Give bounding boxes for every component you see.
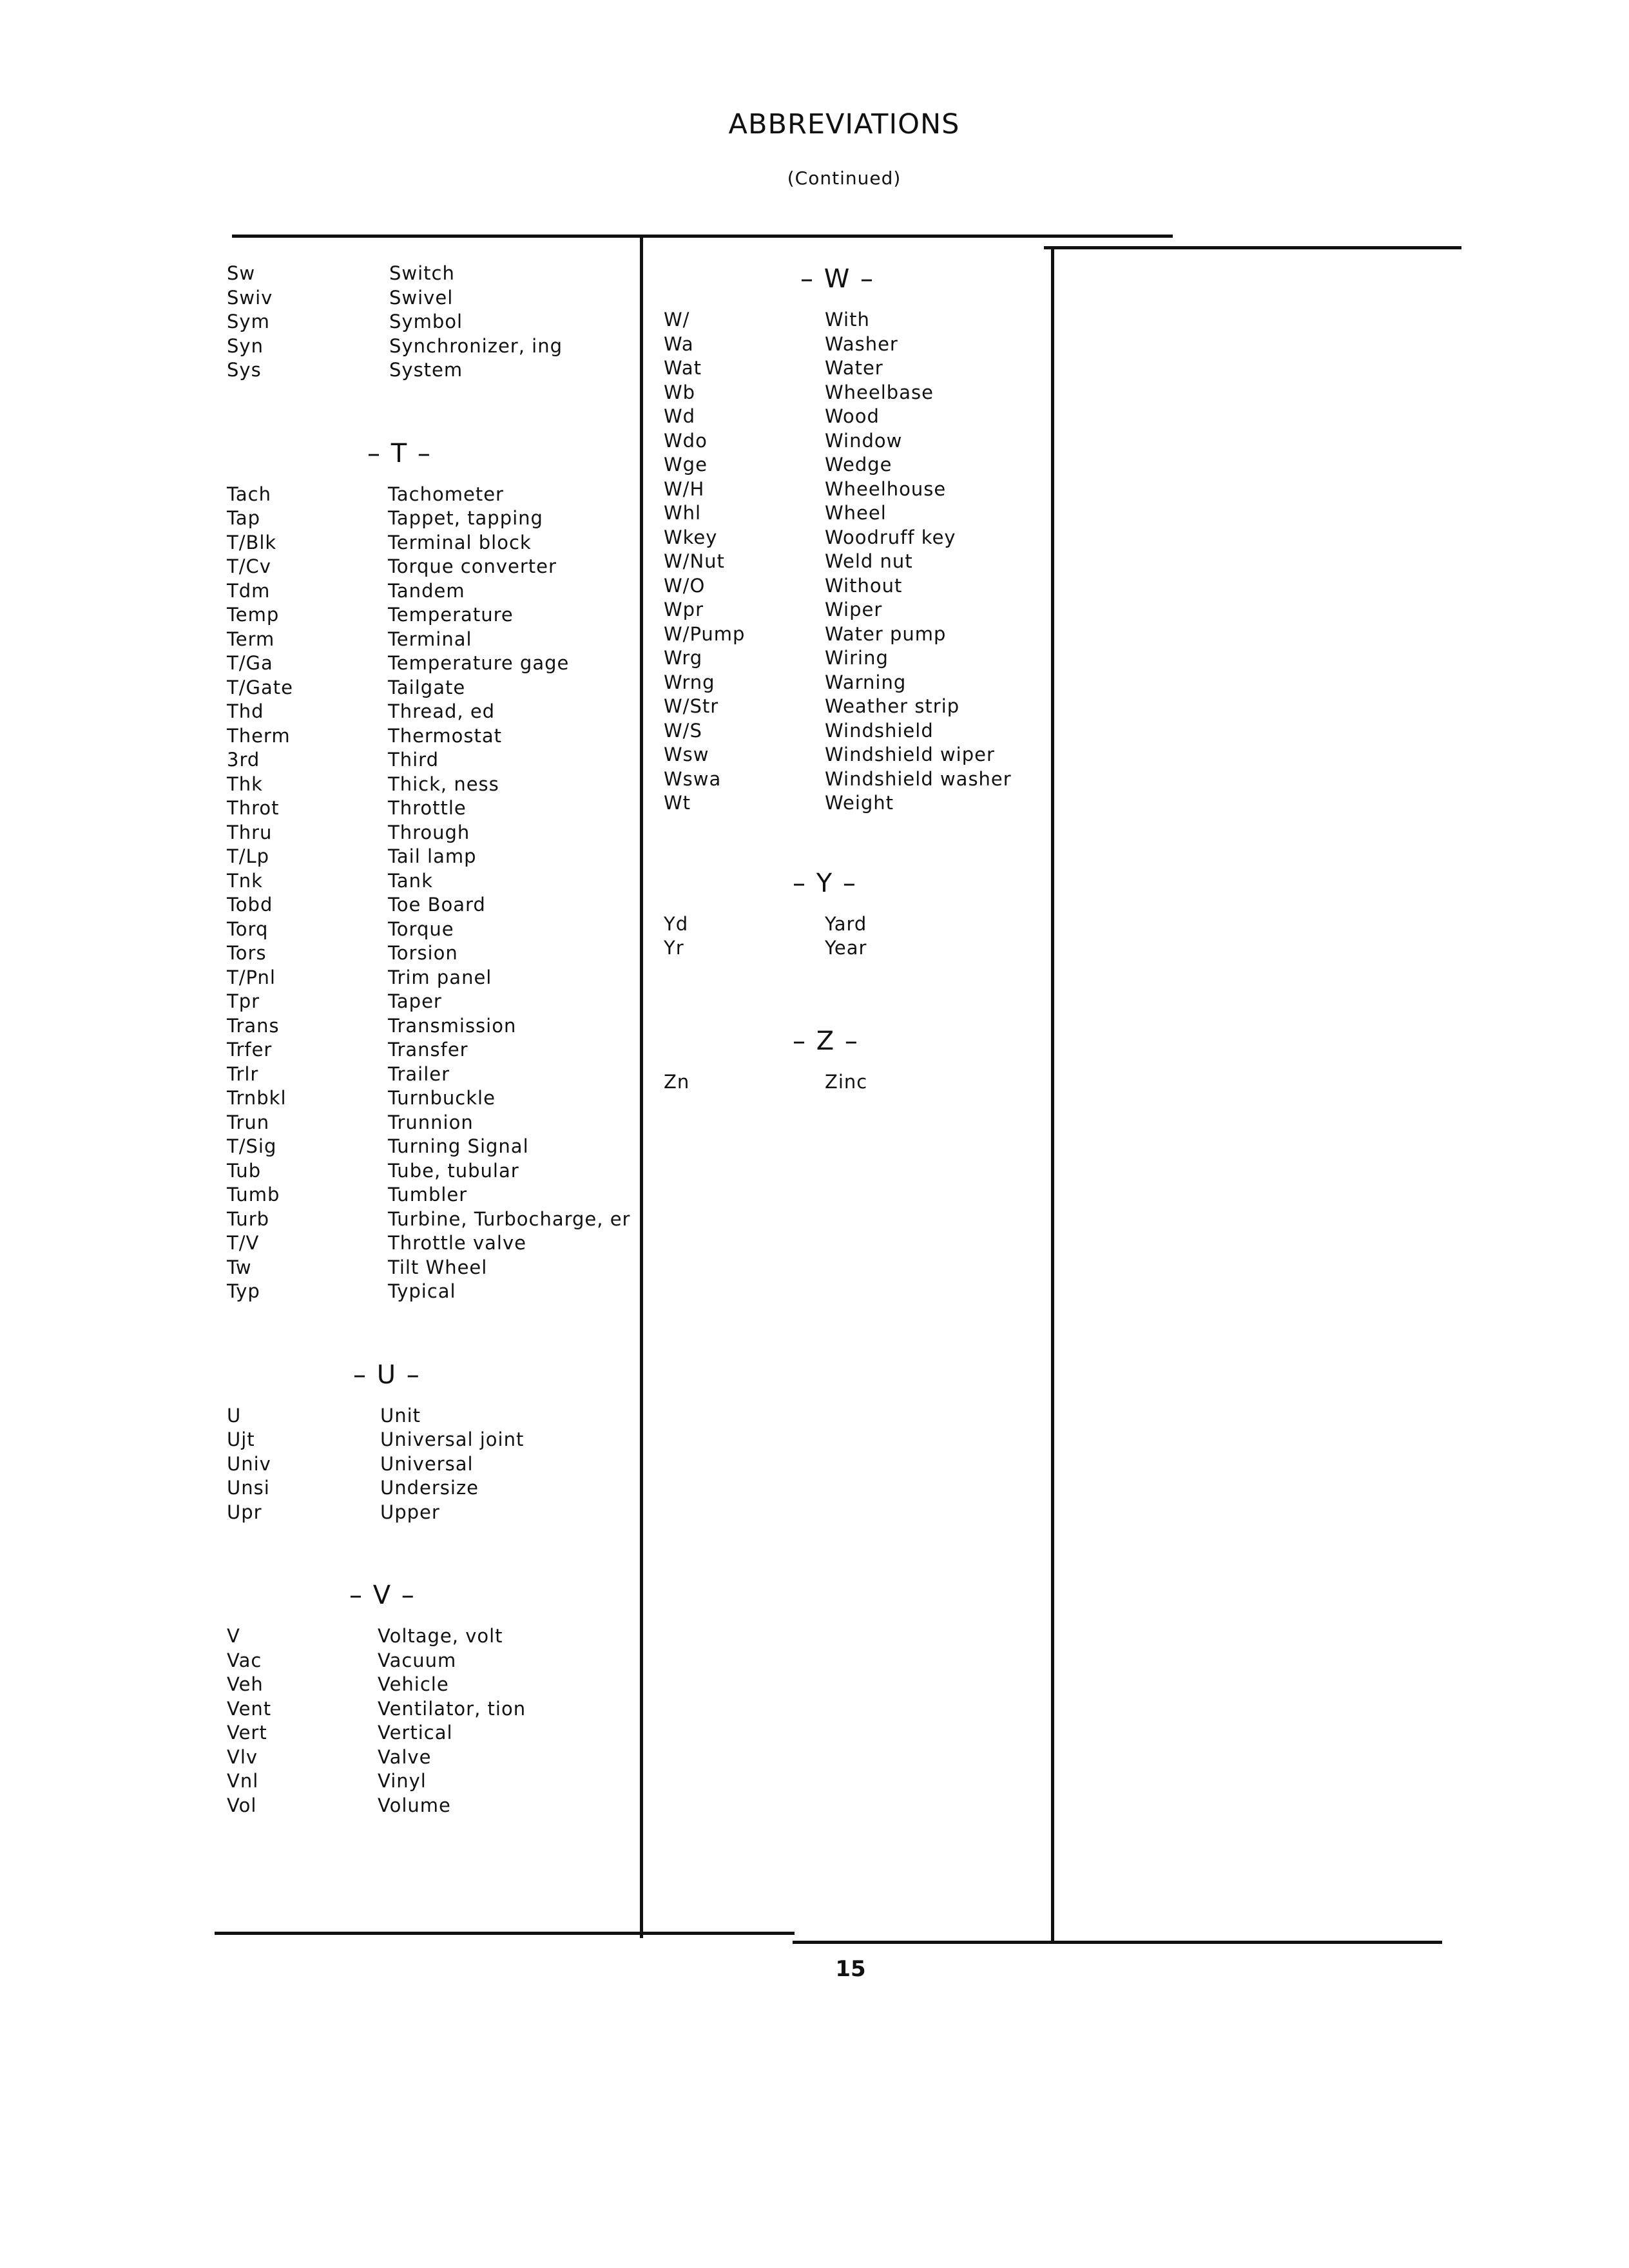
meaning: Undersize	[380, 1477, 479, 1499]
meaning: Wood	[825, 405, 880, 427]
entry-row	[227, 1280, 639, 1304]
abbreviation: Trnbkl	[227, 1087, 287, 1109]
abbreviation: T/V	[227, 1232, 260, 1254]
entry-row	[227, 1183, 639, 1207]
meaning: Thick, ness	[388, 773, 499, 795]
abbreviation: Wpr	[664, 599, 704, 620]
meaning: Wheelhouse	[825, 477, 947, 500]
entry-row	[227, 1231, 639, 1256]
abbreviation: Sw	[227, 262, 256, 284]
meaning: Year	[825, 937, 867, 959]
abbreviation: Trun	[227, 1111, 270, 1133]
abbreviation: 3rd	[227, 749, 260, 771]
entry-row	[664, 332, 1050, 357]
abbreviation: Tumb	[227, 1184, 280, 1206]
entry-row	[227, 358, 639, 383]
left-abbreviation-column	[227, 262, 639, 1818]
meaning: Voltage, volt	[378, 1625, 503, 1647]
section-heading-t: – T –	[367, 438, 432, 468]
meaning: Synchronizer, ing	[389, 334, 563, 357]
abbreviation: W/	[664, 309, 690, 331]
entry-row	[227, 579, 639, 604]
entry-row	[227, 334, 639, 359]
entry-row	[227, 700, 639, 724]
page-subtitle: (Continued)	[787, 168, 901, 189]
entry-row	[227, 628, 639, 652]
meaning: Taper	[388, 990, 442, 1012]
abbreviation: Sys	[227, 359, 262, 381]
entry-row	[664, 646, 1050, 671]
entry-row	[227, 1649, 639, 1673]
abbreviation: T/Blk	[227, 531, 277, 553]
top-rule-right	[1044, 246, 1461, 249]
entry-row	[664, 671, 1050, 695]
entry-row	[227, 1062, 639, 1087]
abbreviation: Throt	[227, 797, 280, 819]
abbreviation: Trlr	[227, 1062, 259, 1085]
meaning: Terminal	[388, 628, 472, 650]
entry-row	[664, 477, 1050, 502]
entry-row	[227, 941, 639, 966]
meaning: Weld nut	[825, 550, 913, 572]
meaning: Wheelbase	[825, 381, 934, 403]
entry-row	[227, 1207, 639, 1232]
entry-row	[227, 845, 639, 869]
abbreviation: W/Nut	[664, 550, 725, 572]
meaning: Universal joint	[380, 1428, 525, 1450]
abbreviation: Vlv	[227, 1745, 258, 1768]
abbreviation: Thk	[227, 773, 263, 795]
meaning: Thread, ed	[388, 700, 496, 722]
page-title: ABBREVIATIONS	[728, 108, 960, 140]
meaning: Vehicle	[378, 1673, 449, 1695]
meaning: Weight	[825, 792, 894, 814]
meaning: Trunnion	[388, 1111, 474, 1133]
abbreviation: W/H	[664, 477, 705, 500]
abbreviation: Trfer	[227, 1039, 273, 1061]
meaning: Windshield	[825, 719, 934, 742]
abbreviation: Tap	[227, 507, 261, 529]
abbreviation: Tw	[227, 1256, 252, 1278]
meaning: Trim panel	[388, 966, 492, 988]
meaning: Torque	[388, 918, 454, 940]
entry-row	[227, 1014, 639, 1039]
entry-row	[227, 262, 639, 286]
meaning: System	[389, 359, 463, 381]
meaning: Torque converter	[388, 555, 557, 577]
entry-row	[227, 1086, 639, 1111]
meaning: Through	[388, 821, 470, 843]
abbreviation: Tpr	[227, 990, 260, 1012]
abbreviation: Swiv	[227, 286, 273, 309]
abbreviation: Therm	[227, 724, 291, 747]
meaning: Yard	[825, 912, 867, 935]
abbreviation: V	[227, 1625, 240, 1647]
meaning: Volume	[378, 1794, 451, 1816]
meaning: Unit	[380, 1404, 421, 1427]
abbreviation: Thru	[227, 821, 273, 843]
abbreviation: Zn	[664, 1070, 690, 1093]
meaning: Temperature gage	[388, 652, 570, 674]
entry-row	[227, 724, 639, 749]
abbreviation: Wsw	[664, 744, 709, 765]
entry-row	[664, 526, 1050, 550]
right-abbreviation-column	[664, 256, 1050, 1094]
abbreviation: Wrng	[664, 671, 715, 693]
abbreviation: Tnk	[227, 869, 263, 892]
entry-row	[227, 1428, 639, 1452]
section-heading-z: – Z –	[793, 1026, 859, 1056]
meaning: Tappet, tapping	[388, 507, 543, 529]
abbreviation: Yd	[664, 912, 689, 935]
abbreviation: Term	[227, 628, 275, 650]
meaning: Typical	[388, 1280, 456, 1302]
abbreviation: Tub	[227, 1159, 262, 1182]
meaning: Woodruff key	[825, 526, 956, 548]
entry-row	[227, 893, 639, 918]
entry-row	[227, 1159, 639, 1184]
entry-row	[227, 1769, 639, 1794]
abbreviation: T/Gate	[227, 676, 293, 698]
meaning: Terminal block	[388, 531, 532, 553]
meaning: Temperature	[388, 604, 514, 626]
entry-row	[664, 791, 1050, 816]
meaning: Trailer	[388, 1062, 450, 1085]
meaning: Tachometer	[388, 483, 504, 505]
entry-row	[227, 821, 639, 845]
entry-row	[227, 1745, 639, 1770]
entry-row	[227, 1697, 639, 1722]
meaning: Wheel	[825, 502, 887, 524]
abbreviation: T/Pnl	[227, 966, 276, 988]
abbreviation: T/Ga	[227, 652, 273, 674]
meaning: Wiring	[825, 647, 889, 669]
entry-row	[227, 1404, 639, 1428]
entry-row	[664, 598, 1050, 622]
meaning: Turnbuckle	[388, 1087, 496, 1109]
meaning: Warning	[825, 671, 907, 693]
abbreviation: Torq	[227, 918, 269, 940]
meaning: Without	[825, 574, 903, 597]
entry-row	[227, 676, 639, 700]
entry-row	[227, 1501, 639, 1525]
entry-row	[227, 506, 639, 531]
column-divider-1	[640, 237, 643, 1938]
entry-row	[227, 1721, 639, 1745]
entry-row	[227, 918, 639, 942]
meaning: Water pump	[825, 622, 947, 645]
meaning: Tumbler	[388, 1184, 468, 1206]
abbreviation: Trans	[227, 1014, 280, 1037]
abbreviation: Veh	[227, 1673, 264, 1695]
meaning: Tail lamp	[388, 845, 477, 867]
meaning: Vertical	[378, 1722, 453, 1744]
meaning: Tilt Wheel	[388, 1256, 488, 1278]
entry-row	[664, 405, 1050, 429]
abbreviation: Unsi	[227, 1477, 270, 1499]
entry-row	[227, 796, 639, 821]
abbreviation: Wswa	[664, 767, 722, 790]
entry-row	[227, 773, 639, 797]
section-heading-u: – U –	[353, 1360, 421, 1390]
abbreviation: Wd	[664, 405, 696, 427]
abbreviation: Ujt	[227, 1428, 255, 1450]
abbreviation: U	[227, 1404, 242, 1427]
entry-row	[664, 574, 1050, 599]
abbreviation: Temp	[227, 604, 280, 626]
meaning: Water	[825, 357, 883, 379]
abbreviation: W/O	[664, 574, 706, 597]
abbreviation: Thd	[227, 700, 264, 722]
meaning: Switch	[389, 262, 455, 284]
meaning: Throttle	[388, 797, 467, 819]
abbreviation: Wge	[664, 454, 708, 476]
entry-row	[664, 719, 1050, 744]
entry-row	[227, 1452, 639, 1477]
abbreviation: Wat	[664, 357, 702, 379]
abbreviation: Whl	[664, 502, 702, 524]
meaning: Ventilator, tion	[378, 1697, 526, 1720]
abbreviation: Tdm	[227, 579, 271, 602]
meaning: Vacuum	[378, 1649, 457, 1671]
meaning: With	[825, 309, 870, 331]
entry-row	[227, 651, 639, 676]
meaning: Turning Signal	[388, 1135, 529, 1157]
entry-row	[664, 381, 1050, 405]
entry-row	[664, 767, 1050, 792]
entry-row	[227, 1624, 639, 1649]
meaning: Upper	[380, 1501, 440, 1523]
abbreviation: Sym	[227, 311, 270, 332]
meaning: Wiper	[825, 599, 883, 620]
meaning: Turbine, Turbocharge, er	[388, 1207, 631, 1230]
meaning: Washer	[825, 332, 898, 355]
abbreviation: W/S	[664, 719, 702, 742]
abbreviation: T/Cv	[227, 555, 271, 577]
meaning: Tank	[388, 869, 433, 892]
meaning: Wedge	[825, 454, 892, 476]
abbreviation: Vent	[227, 1697, 272, 1720]
meaning: Universal	[380, 1452, 474, 1475]
abbreviation: Vol	[227, 1794, 257, 1816]
meaning: Throttle valve	[388, 1232, 526, 1254]
abbreviation: Univ	[227, 1452, 271, 1475]
abbreviation: Vac	[227, 1649, 262, 1671]
entry-row	[664, 743, 1050, 767]
abbreviation: Vnl	[227, 1770, 259, 1792]
entry-row	[227, 966, 639, 990]
abbreviation: Syn	[227, 334, 264, 357]
abbreviation: Tach	[227, 483, 272, 505]
abbreviation: Upr	[227, 1501, 262, 1523]
abbreviation: Typ	[227, 1280, 260, 1302]
entry-row	[227, 483, 639, 507]
top-rule-left	[232, 235, 1173, 238]
entry-row	[664, 622, 1050, 647]
abbreviation: Yr	[664, 937, 684, 959]
abbreviation: Tors	[227, 942, 267, 964]
entry-row	[227, 603, 639, 628]
meaning: Third	[388, 749, 439, 771]
meaning: Window	[825, 429, 903, 452]
entry-row	[227, 869, 639, 894]
meaning: Valve	[378, 1745, 432, 1768]
section-heading-v: – V –	[349, 1581, 416, 1610]
entry-row	[227, 1111, 639, 1135]
entry-row	[664, 550, 1050, 574]
abbreviation: Turb	[227, 1207, 270, 1230]
meaning: Tube, tubular	[388, 1159, 519, 1182]
entry-row	[227, 990, 639, 1014]
entry-row	[664, 695, 1050, 719]
bottom-rule-left	[215, 1932, 795, 1935]
meaning: Tandem	[388, 579, 465, 602]
meaning: Transfer	[388, 1039, 468, 1061]
meaning: Swivel	[389, 286, 454, 309]
entry-row	[227, 1673, 639, 1697]
abbreviation: T/Lp	[227, 845, 270, 867]
meaning: Torsion	[388, 942, 458, 964]
page-number: 15	[835, 1956, 866, 1982]
abbreviation: T/Sig	[227, 1135, 277, 1157]
section-heading-w: – W –	[800, 264, 874, 294]
entry-row	[664, 453, 1050, 477]
abbreviation: Wkey	[664, 526, 718, 548]
entry-row	[227, 1135, 639, 1159]
meaning: Transmission	[388, 1014, 517, 1037]
meaning: Toe Board	[388, 894, 486, 916]
entry-row	[664, 501, 1050, 526]
abbreviation: Tobd	[227, 894, 273, 916]
meaning: Thermostat	[388, 724, 502, 747]
entry-row	[227, 555, 639, 579]
column-divider-2	[1051, 247, 1054, 1942]
abbreviation: Wrg	[664, 647, 703, 669]
entry-row	[227, 1476, 639, 1501]
meaning: Vinyl	[378, 1770, 427, 1792]
entry-row	[664, 912, 1050, 937]
entry-row	[664, 1070, 1050, 1095]
entry-row	[664, 356, 1050, 381]
abbreviation: Vert	[227, 1722, 267, 1744]
abbreviation: Wa	[664, 332, 694, 355]
meaning: Zinc	[825, 1070, 868, 1093]
meaning: Windshield wiper	[825, 744, 995, 765]
meaning: Symbol	[389, 311, 463, 332]
meaning: Weather strip	[825, 695, 960, 717]
meaning: Tailgate	[388, 676, 466, 698]
abbreviation: W/Pump	[664, 622, 746, 645]
entry-row	[227, 310, 639, 334]
entry-row	[227, 748, 639, 773]
bottom-rule-right	[793, 1941, 1442, 1944]
entry-row	[227, 1256, 639, 1280]
entry-row	[227, 531, 639, 555]
meaning: Windshield washer	[825, 767, 1012, 790]
entry-row	[227, 1794, 639, 1818]
entry-row	[664, 429, 1050, 454]
abbreviation: W/Str	[664, 695, 719, 717]
entry-row	[227, 286, 639, 311]
abbreviation: Wdo	[664, 429, 708, 452]
entry-row	[664, 936, 1050, 961]
abbreviation: Wt	[664, 792, 691, 814]
abbreviation: Wb	[664, 381, 696, 403]
entry-row	[227, 1038, 639, 1062]
section-heading-y: – Y –	[793, 868, 857, 898]
entry-row	[664, 308, 1050, 332]
